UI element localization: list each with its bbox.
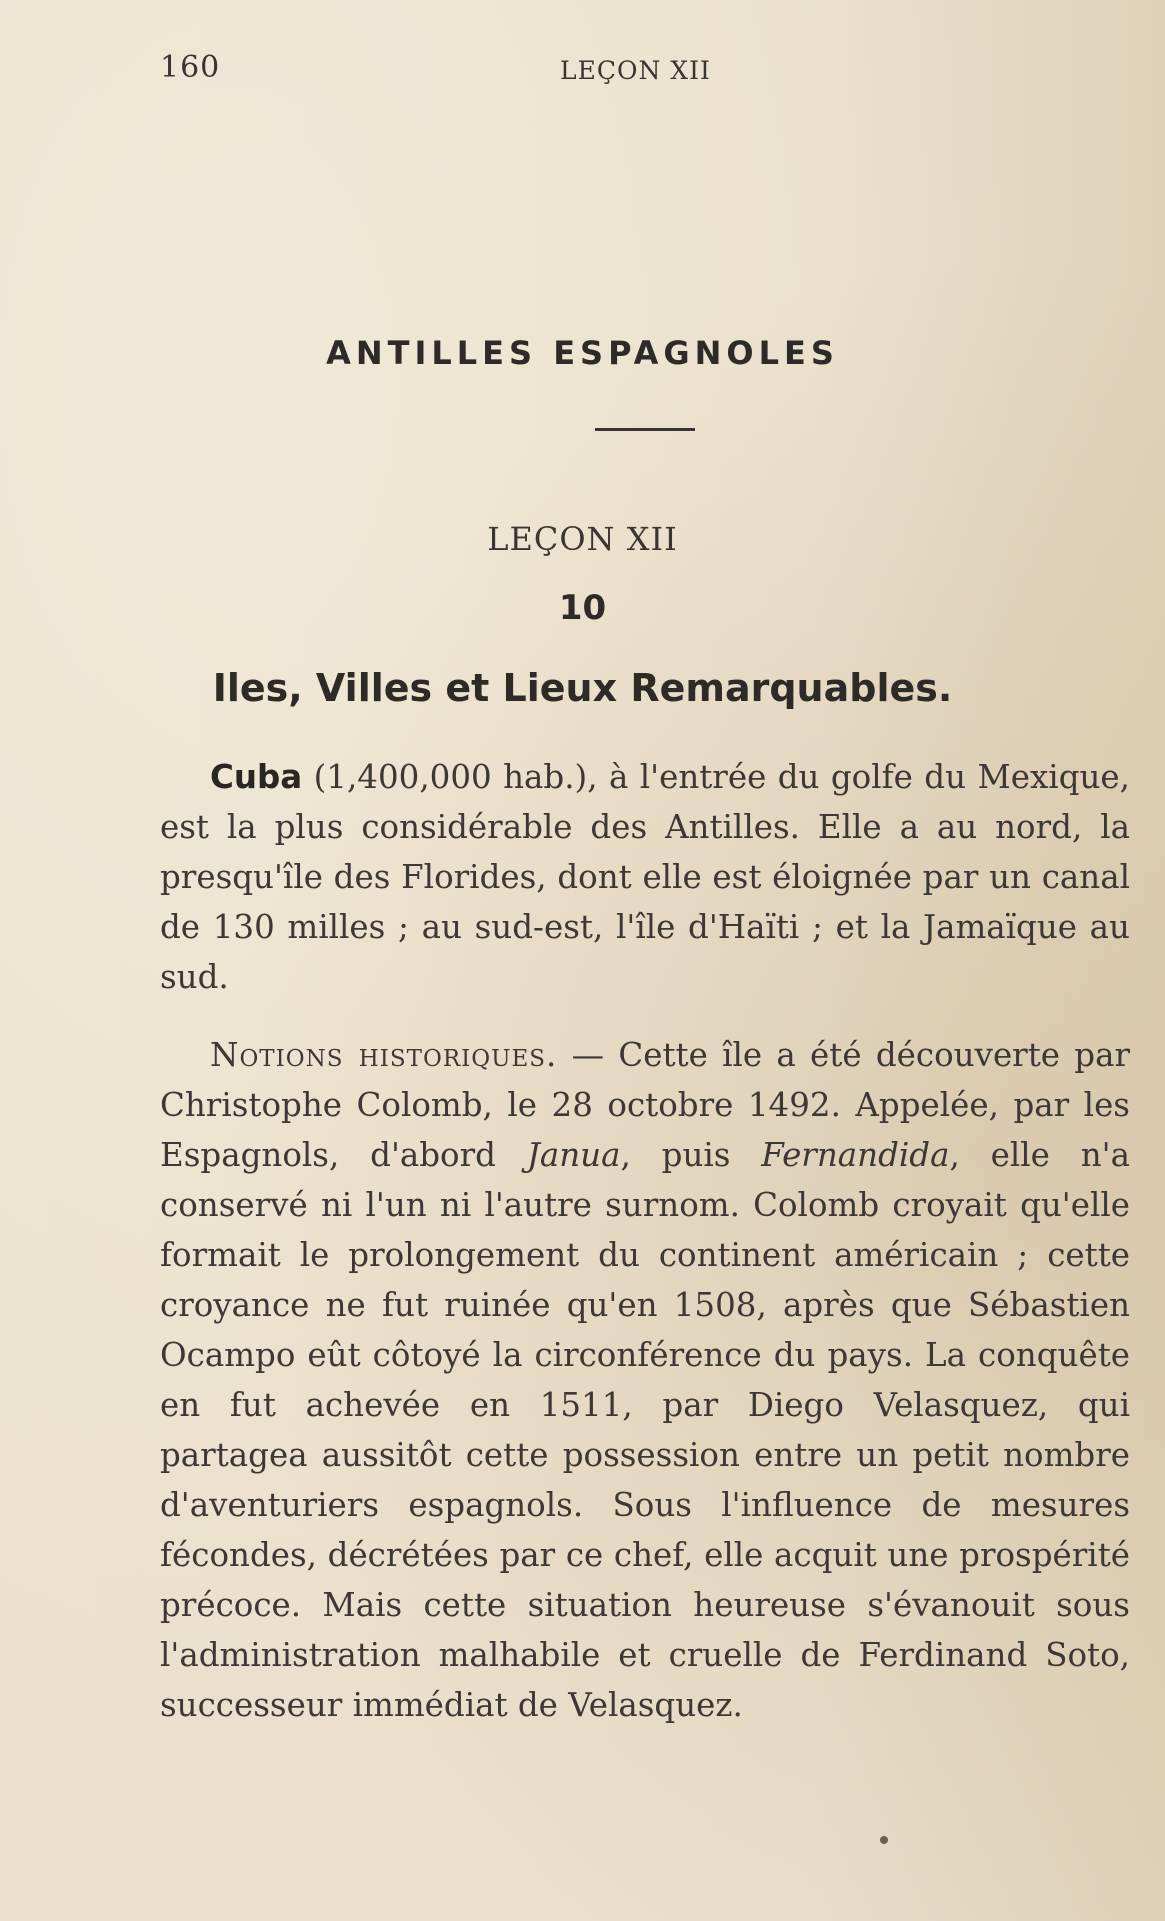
paragraph-history-text-a: — Cette île a été découverte par Christophe Colomb, le 28 octobre 1492. Appelée, par les Espagnols, d'abord (160, 1036, 1130, 1174)
title-divider (595, 428, 695, 431)
italic-name-fernandida: Fernandida (761, 1136, 950, 1174)
paragraph-cuba-text: (1,400,000 hab.), à l'entrée du golfe du Mexique, est la plus considérable des Antilles. Elle a au nord, la presqu'île des Florides, dont elle est éloignée par un canal de 130 milles ; au sud-est, l'île d'Haïti ; et la Jamaïque au sud. (160, 758, 1130, 996)
ink-speck (880, 1836, 888, 1844)
lesson-number: 10 (558, 588, 607, 628)
paragraph-history-text-c: , elle n'a conservé ni l'un ni l'autre surnom. Colomb croyait qu'elle formait le prolongement du continent américain ; cette croyance ne fut ruinée qu'en 1508, après que Sébastien Ocampo eût côtoyé la circonférence du pays. La conquête en fut achevée en 1511, par Diego Velasquez, qui partagea aussitôt cette possession entre un petit nombre d'aventuriers espagnols. Sous l'influence de mesures fécondes, décrétées par ce chef, elle acquit une prospérité précoce. Mais cette situation heureuse s'évanouit sous l'administration malhabile et cruelle de Ferdinand Soto, successeur immédiat de Velasquez. (160, 1136, 1130, 1724)
chapter-title: Iles, Villes et Lieux Remarquables. (212, 666, 953, 710)
paragraph-lead-notions: Notions historiques. (210, 1036, 558, 1074)
lesson-label: LEÇON XII (487, 520, 678, 558)
paragraph-history-text-b: , puis (620, 1136, 762, 1174)
paragraph-historical-notes (160, 1030, 1130, 1730)
section-title: ANTILLES ESPAGNOLES (326, 334, 839, 372)
running-head: LEÇON XII (560, 56, 711, 85)
italic-name-janua: Janua (526, 1136, 621, 1174)
paragraph-cuba (160, 752, 1130, 1002)
page-number: 160 (160, 50, 221, 85)
paragraph-lead-cuba: Cuba (210, 758, 303, 796)
